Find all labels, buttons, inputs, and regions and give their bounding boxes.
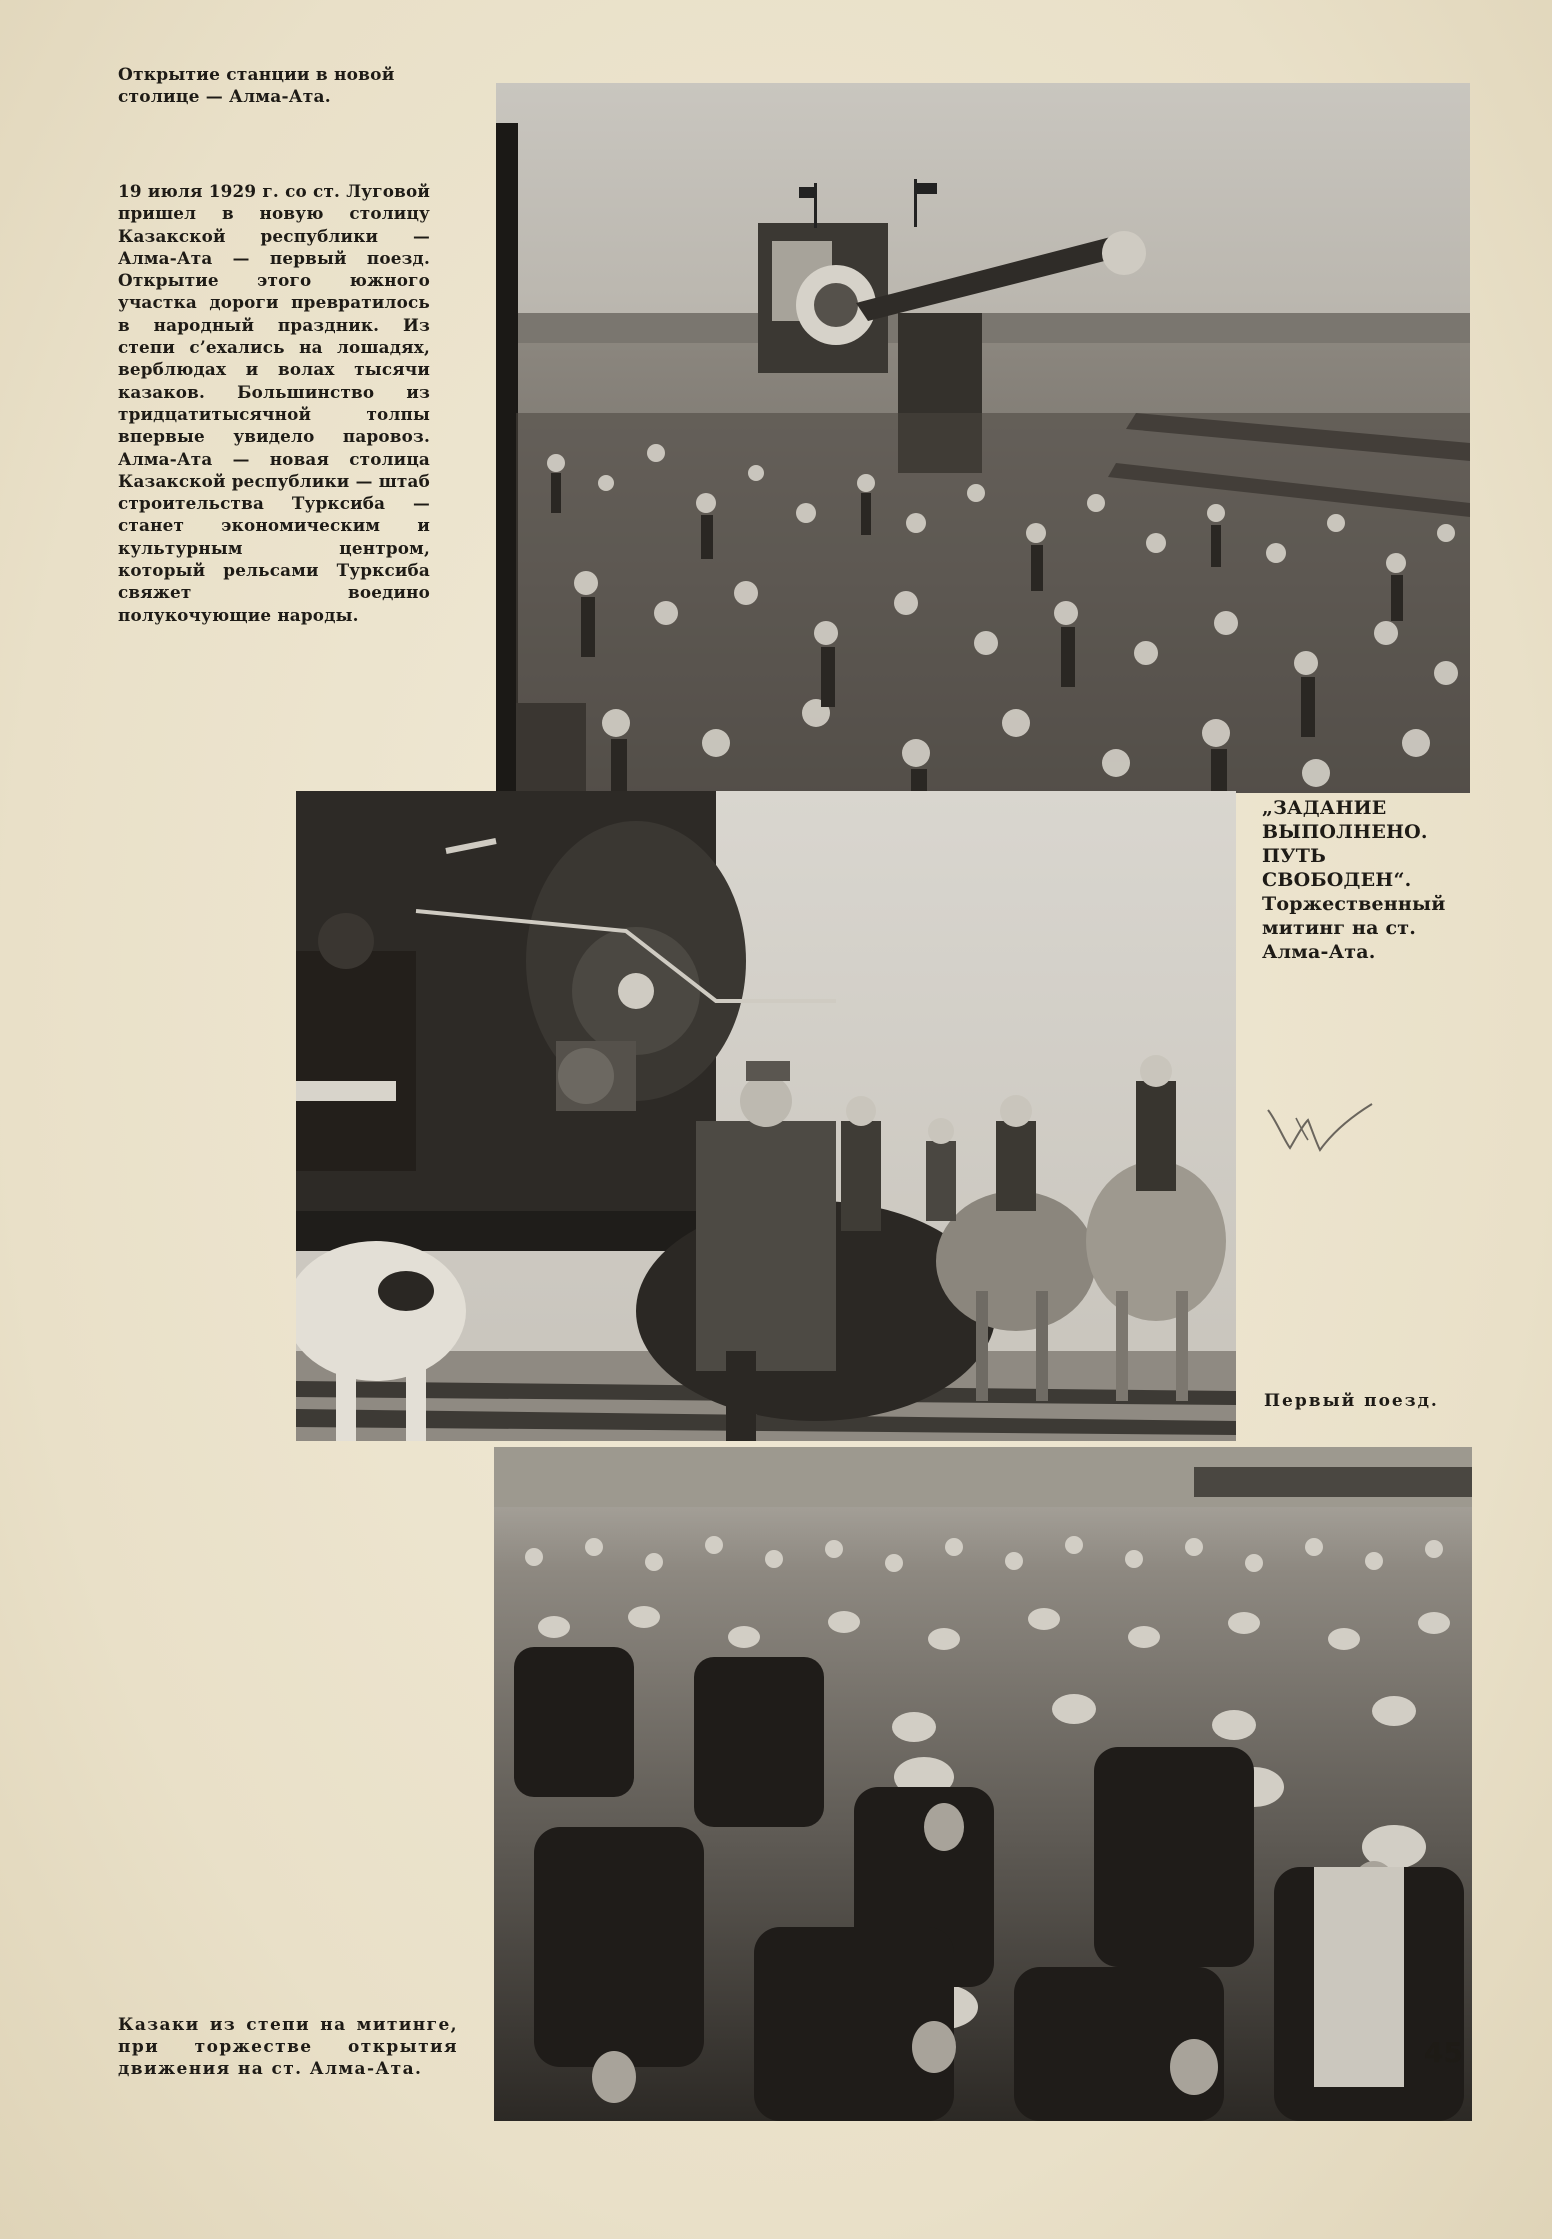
- pencil-mark: [1266, 1100, 1376, 1160]
- page-number: 45: [1424, 2036, 1463, 2069]
- caption-kazakhs: Казаки из степи на митинге, при торжестве открытия движения на ст. Алма-Ата.: [118, 2015, 458, 2079]
- caption-meeting: „ЗАДАНИЕ ВЫПОЛНЕНО. ПУТЬ СВОБОДЕН“. Торжественный митинг на ст. Алма-Ата.: [1262, 797, 1446, 963]
- intro-paragraph: 19 июля 1929 г. со ст. Луговой пришел в новую столицу Казакской республики — Алма-Ата — первый поезд. Открытие этого южного участка дороги превратилось в народный праздник. Из степи с’ехались на лошадях, верблюдах и волах тысячи казаков. Большинство из тридцатитысячной толпы впервые увидело паровоз. Алма-Ата — новая столица Казакской республики — штаб строительства Турксиба — станет экономическим и культурным центром, который рельсами Турксиба свяжет воедино полукочующие народы.: [118, 181, 430, 625]
- photo-station-crowd: [496, 83, 1470, 793]
- caption-first-train: Первый поезд.: [1264, 1391, 1439, 1411]
- photo-first-train: [296, 791, 1236, 1441]
- caption-station-opening: Открытие станции в новой столице — Алма-Ата.: [118, 65, 395, 107]
- photo-kazakhs-meeting: [494, 1447, 1472, 2121]
